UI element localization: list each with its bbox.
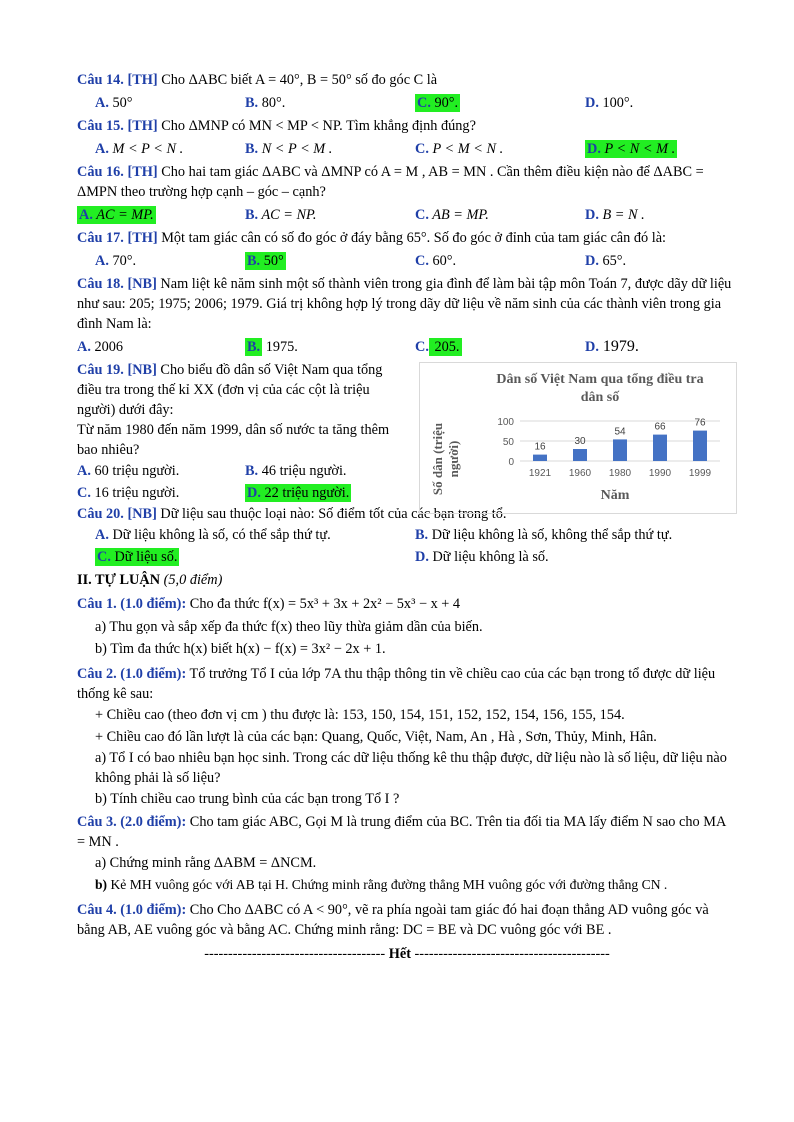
chart-xtick-label: 1960	[568, 468, 592, 479]
essay-2: Câu 2. (1.0 điểm): Tổ trưởng Tổ I của lớp 7A thu thập thông tin về chiều cao của các bạn trong tổ được dữ liệu thống kê sau:	[77, 666, 716, 702]
q15-option-c[interactable]: C. P < M < N .	[415, 141, 504, 157]
essay-1: Câu 1. (1.0 điểm): Cho đa thức f(x) = 5x³ + 3x + 2x² − 5x³ − x + 4	[77, 596, 461, 612]
q17-option-a[interactable]: A. 70°.	[95, 253, 137, 269]
q15-option-d[interactable]: D. P < N < M .	[587, 141, 676, 157]
essay-1-a: a) Thu gọn và sắp xếp đa thức f(x) theo lũy thừa giảm dần của biến.	[95, 619, 483, 635]
q19-options-1	[77, 460, 409, 482]
part-2-heading: II. TỰ LUẬN (5,0 điểm)	[77, 572, 223, 588]
q20-option-a[interactable]: A. Dữ liệu không là số, có thể sắp thứ tự.	[95, 527, 331, 543]
chart-xtick-label: 1921	[528, 468, 552, 479]
chart-ylabel-line2: người)	[446, 440, 461, 478]
chart-data-label: 16	[534, 441, 546, 453]
q19-option-b[interactable]: B. 46 triệu người.	[245, 463, 347, 479]
population-chart	[419, 362, 737, 514]
q18-option-b[interactable]: B. 1975.	[247, 339, 298, 355]
exam-page	[77, 70, 737, 963]
q17-option-d[interactable]: D. 65°.	[585, 253, 627, 269]
q14-options	[77, 90, 737, 116]
question-15: Câu 15. [TH] Cho ΔMNP có MN < MP < NP. Tìm khẳng định đúng?	[77, 118, 476, 134]
end-marker: -------------------------------------- Hết -----------------------------------------	[204, 946, 610, 962]
essay-3-a: a) Chứng minh rằng ΔABM = ΔNCM.	[95, 855, 317, 871]
question-19-block	[77, 360, 737, 504]
chart-title-line2: dân số	[580, 390, 620, 405]
q16-option-a[interactable]: A. AC = MP.	[79, 207, 154, 223]
q19-option-a[interactable]: A. 60 triệu người.	[77, 463, 180, 479]
question-16: Câu 16. [TH] Cho hai tam giác ΔABC và ΔMNP có A = M , AB = MN . Cần thêm điều kiện nào để ΔABC = ΔMPN theo trường hợp cạnh – góc – cạnh?	[77, 164, 704, 200]
q20-option-b[interactable]: B. Dữ liệu không là số, không thể sắp thứ tự.	[415, 527, 673, 543]
q19-option-d[interactable]: D. 22 triệu người.	[247, 485, 350, 501]
q17-option-b[interactable]: B. 50°	[247, 253, 284, 269]
question-14: Câu 14. [TH] Cho ΔABC biết A = 40°, B = 50° số đo góc C là	[77, 72, 438, 88]
q16-option-d[interactable]: D. B = N .	[585, 207, 645, 223]
essay-2-a: a) Tổ I có bao nhiêu bạn học sinh. Trong các dữ liệu thống kê thu thập được, dữ liệu nào là số liệu, dữ liệu nào không phải là số liệu?	[95, 750, 727, 786]
chart-xlabel: Năm	[600, 488, 630, 503]
chart-bar	[653, 435, 667, 461]
chart-data-label: 76	[694, 417, 706, 429]
q17-option-c[interactable]: C. 60°.	[415, 253, 457, 269]
q15-option-b[interactable]: B. N < P < M .	[245, 141, 333, 157]
q17-options	[77, 248, 737, 274]
question-20: Câu 20. [NB] Dữ liệu sau thuộc loại nào: Số điểm tốt của các bạn trong tổ.	[77, 506, 507, 522]
chart-xtick-label: 1980	[608, 468, 632, 479]
q15-option-a[interactable]: A. M < P < N .	[95, 141, 184, 157]
q15-options	[77, 136, 737, 162]
q16-option-c[interactable]: C. AB = MP.	[415, 207, 489, 223]
chart-ytick-label: 50	[502, 437, 514, 448]
essay-3-b: b) Kẻ MH vuông góc với AB tại H. Chứng minh rằng đường thẳng MH vuông góc với đường thẳng CN .	[95, 877, 668, 892]
q19-options-2	[77, 482, 409, 504]
essay-1-b: b) Tìm đa thức h(x) biết h(x) − f(x) = 3x² − 2x + 1.	[95, 641, 386, 657]
q20-option-d[interactable]: D. Dữ liệu không là số.	[415, 549, 549, 565]
q14-option-a[interactable]: A. 50°	[95, 95, 133, 111]
q18-option-c[interactable]: C. 205.	[415, 339, 460, 355]
essay-2-b: b) Tính chiều cao trung bình của các bạn trong Tổ I ?	[95, 791, 400, 807]
chart-data-label: 30	[574, 436, 586, 447]
chart-data-label: 66	[654, 421, 666, 433]
chart-svg	[420, 363, 736, 513]
chart-ytick-label: 0	[508, 457, 514, 468]
chart-bar	[613, 439, 627, 461]
q14-option-d[interactable]: D. 100°.	[585, 95, 634, 111]
chart-xtick-label: 1990	[648, 468, 672, 479]
chart-bar	[573, 449, 587, 461]
q18-option-a[interactable]: A. 2006	[77, 339, 124, 355]
question-17: Câu 17. [TH] Một tam giác cân có số đo góc ở đáy bằng 65°. Số đo góc ở đỉnh của tam giác cân đó là:	[77, 230, 667, 246]
q16-options	[77, 202, 737, 228]
q14-option-c[interactable]: C. 90°.	[417, 95, 459, 111]
q20-options-1	[77, 524, 737, 546]
chart-bar	[533, 455, 547, 461]
question-19: Câu 19. [NB] Cho biểu đồ dân số Việt Nam qua tổng điều tra trong thế kỉ XX (đơn vị của các cột là triệu người) dưới đây: Từ năm 1980 đến năm 1999, dân số nước ta tăng thêm bao nhiêu? A. 60 triệu người. B. 46 triệu người. C. 16 triệu người. D. 22 triệu người.	[77, 360, 409, 504]
essay-3: Câu 3. (2.0 điểm): Cho tam giác ABC, Gọi M là trung điểm của BC. Trên tia đối tia MA lấy điểm N sao cho MA = MN .	[77, 814, 726, 850]
chart-title-line1: Dân số Việt Nam qua tổng điều tra	[496, 372, 704, 387]
chart-bar	[693, 431, 707, 461]
essay-2-names: + Chiều cao đó lần lượt là của các bạn: Quang, Quốc, Việt, Nam, An , Hà , Sơn, Thủy, Minh, Hân.	[95, 729, 657, 745]
q16-option-b[interactable]: B. AC = NP.	[245, 207, 317, 223]
q18-option-d[interactable]: D. 1979.	[585, 338, 639, 355]
chart-data-label: 54	[614, 426, 626, 438]
chart-ylabel-line1: Số dân (triệu	[430, 422, 445, 496]
q20-option-c[interactable]: C. Dữ liệu số.	[97, 549, 178, 565]
q19-option-c[interactable]: C. 16 triệu người.	[77, 485, 180, 501]
chart-xtick-label: 1999	[688, 468, 712, 479]
chart-ytick-label: 100	[497, 417, 514, 428]
question-19-ask: Từ năm 1980 đến năm 1999, dân số nước ta tăng thêm bao nhiêu?	[77, 422, 390, 458]
essay-2-heights: + Chiều cao (theo đơn vị cm ) thu được là: 153, 150, 154, 151, 152, 152, 154, 156, 155, 154.	[95, 707, 625, 723]
q18-options	[77, 334, 737, 360]
question-18: Câu 18. [NB] Nam liệt kê năm sinh một số thành viên trong gia đình để làm bài tập môn Toán 7, được dãy dữ liệu như sau: 205; 1975; 2006; 1979. Giá trị không hợp lý trong dãy dữ liệu về năm sinh của các thành viên trong gia đình Nam là:	[77, 276, 732, 332]
essay-4: Câu 4. (1.0 điểm): Cho Cho ΔABC có A < 90°, vẽ ra phía ngoài tam giác đó hai đoạn thẳng AD vuông góc và bằng AB, AE vuông góc và bằng AC. Chứng minh rằng: DC = BE và DC vuông góc với BE .	[77, 902, 709, 938]
q20-options-2	[77, 546, 737, 568]
q14-option-b[interactable]: B. 80°.	[245, 95, 286, 111]
